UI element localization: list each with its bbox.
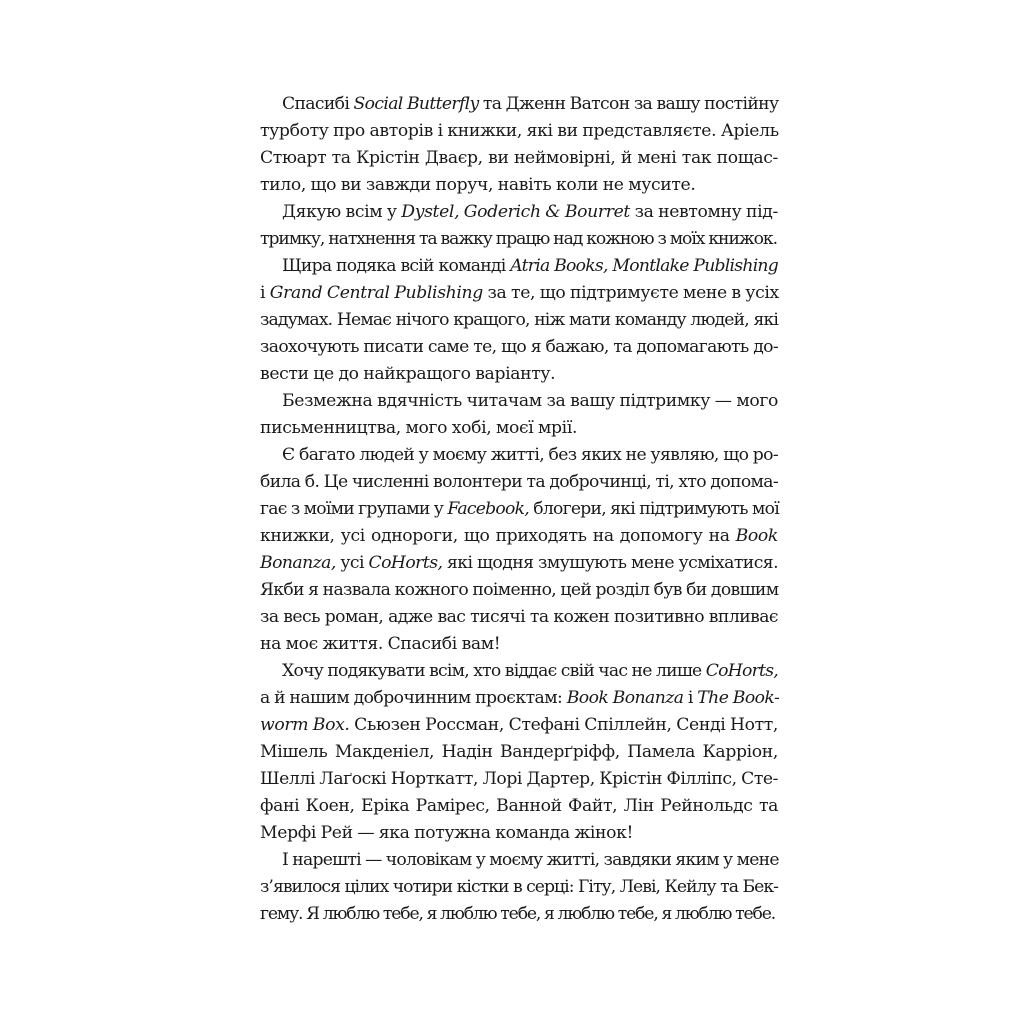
paragraph-first-line bbox=[260, 253, 778, 280]
text-line bbox=[260, 523, 778, 550]
text-line bbox=[260, 361, 778, 388]
text-segment: за невтомну під- bbox=[629, 202, 778, 222]
text-segment: Шеллі Лаґоскі Норткатт, Лорі Дартер, Крістін Філліпс, Сте- bbox=[260, 769, 778, 789]
text-line bbox=[260, 685, 778, 712]
text-line bbox=[260, 766, 778, 793]
text-line bbox=[260, 280, 778, 307]
text-line bbox=[260, 739, 778, 766]
italic-name: Facebook, bbox=[447, 499, 530, 519]
text-line bbox=[260, 496, 778, 523]
text-line bbox=[260, 577, 778, 604]
text-segment: І нарешті — чоловікам у моєму житті, завдяки яким у мене bbox=[282, 850, 779, 870]
text-line bbox=[260, 145, 778, 172]
text-segment: за весь роман, адже вас тисячі та кожен позитивно впливає bbox=[260, 607, 778, 627]
paragraph-first-line bbox=[260, 658, 778, 685]
paragraph-first-line bbox=[260, 388, 778, 415]
text-line bbox=[260, 550, 778, 577]
italic-name: Social Butterfly bbox=[353, 94, 479, 114]
paragraph-first-line bbox=[260, 199, 778, 226]
text-line bbox=[260, 901, 778, 928]
text-segment: які щодня змушують мене усміхатися. bbox=[442, 553, 778, 573]
text-line bbox=[260, 793, 778, 820]
text-segment: і bbox=[683, 688, 698, 708]
text-segment: турботу про авторів і книжки, які ви представляєте. Аріель bbox=[260, 121, 779, 141]
text-line bbox=[260, 712, 778, 739]
text-segment: письменництва, мого хобі, моєї мрії. bbox=[260, 418, 578, 438]
text-segment: Є багато людей у моєму житті, без яких не уявляю, що ро- bbox=[282, 445, 778, 465]
text-segment: а й нашим доброчинним проєктам: bbox=[260, 688, 567, 708]
text-segment: блогери, які підтримують мої bbox=[529, 499, 779, 519]
italic-name: CoHorts, bbox=[705, 661, 778, 681]
italic-name: Dystel, Goderich & Bourret bbox=[401, 202, 630, 222]
text-line bbox=[260, 334, 778, 361]
acknowledgements-text bbox=[260, 91, 778, 928]
text-segment: Безмежна вдячність читачам за вашу підтримку — мого bbox=[282, 391, 778, 411]
text-segment: гему. Я люблю тебе, я люблю тебе, я люблю тебе, я люблю тебе. bbox=[260, 904, 776, 924]
paragraph-first-line bbox=[260, 847, 778, 874]
text-segment: Стюарт та Крістін Дваєр, ви неймовірні, й мені так пощас- bbox=[260, 148, 778, 168]
text-segment: усі bbox=[335, 553, 369, 573]
italic-name: Book bbox=[735, 526, 778, 546]
italic-name: worm Box. bbox=[260, 715, 350, 735]
text-segment: тило, що ви завжди поруч, навіть коли не мусите. bbox=[260, 175, 696, 195]
text-segment: тримку, натхнення та важку працю над кожною з моїх книжок. bbox=[260, 229, 778, 249]
text-segment: Спасибі bbox=[282, 94, 354, 114]
text-line bbox=[260, 631, 778, 658]
italic-name: Atria Books, Montlake Publishing bbox=[510, 256, 779, 276]
text-segment: Сьюзен Россман, Стефані Спіллейн, Сенді Нотт, bbox=[349, 715, 779, 735]
text-line bbox=[260, 172, 778, 199]
text-segment: Дякую всім у bbox=[282, 202, 402, 222]
text-segment: та Дженн Ватсон за вашу постійну bbox=[478, 94, 779, 114]
text-line bbox=[260, 118, 778, 145]
italic-name: The Book- bbox=[697, 688, 780, 708]
text-segment: гає з моїми групами у bbox=[260, 499, 448, 519]
text-segment: Щира подяка всій команді bbox=[282, 256, 511, 276]
text-line bbox=[260, 415, 778, 442]
text-line bbox=[260, 307, 778, 334]
text-segment: книжки, усі однороги, що приходять на допомогу на bbox=[260, 526, 736, 546]
text-line bbox=[260, 604, 778, 631]
text-segment: фані Коен, Еріка Рамірес, Ванной Файт, Лін Рейнольдс та bbox=[260, 796, 778, 816]
text-line bbox=[260, 820, 778, 847]
text-segment: вести це до найкращого варіанту. bbox=[260, 364, 556, 384]
text-segment: за те, що підтримуєте мене в усіх bbox=[482, 283, 779, 303]
italic-name: CoHorts, bbox=[368, 553, 443, 573]
text-line bbox=[260, 226, 778, 253]
text-segment: била б. Це численні волонтери та доброчинці, ті, хто допома- bbox=[260, 472, 778, 492]
text-segment: і bbox=[260, 283, 270, 303]
text-segment: з’явилося цілих чотири кістки в серці: Гіту, Леві, Кейлу та Бек- bbox=[260, 877, 778, 897]
paragraph-first-line bbox=[260, 442, 778, 469]
text-segment: Мішель Макденіел, Надін Вандерґріфф, Памела Карріон, bbox=[260, 742, 778, 762]
text-segment: задумах. Немає нічого кращого, ніж мати команду людей, які bbox=[260, 310, 778, 330]
italic-name: Grand Central Publishing bbox=[269, 283, 483, 303]
text-line bbox=[260, 874, 778, 901]
text-line bbox=[260, 469, 778, 496]
paragraph-first-line bbox=[260, 91, 778, 118]
text-segment: на моє життя. Спасибі вам! bbox=[260, 634, 501, 654]
text-segment: Мерфі Рей — яка потужна команда жінок! bbox=[260, 823, 634, 843]
italic-name: Book Bonanza bbox=[566, 688, 684, 708]
text-segment: Хочу подякувати всім, хто віддає свій час не лише bbox=[282, 661, 706, 681]
italic-name: Bonanza, bbox=[260, 553, 336, 573]
text-segment: Якби я назвала кожного поіменно, цей розділ був би довшим bbox=[260, 580, 779, 600]
text-segment: заохочують писати саме те, що я бажаю, та допомагають до- bbox=[260, 337, 778, 357]
